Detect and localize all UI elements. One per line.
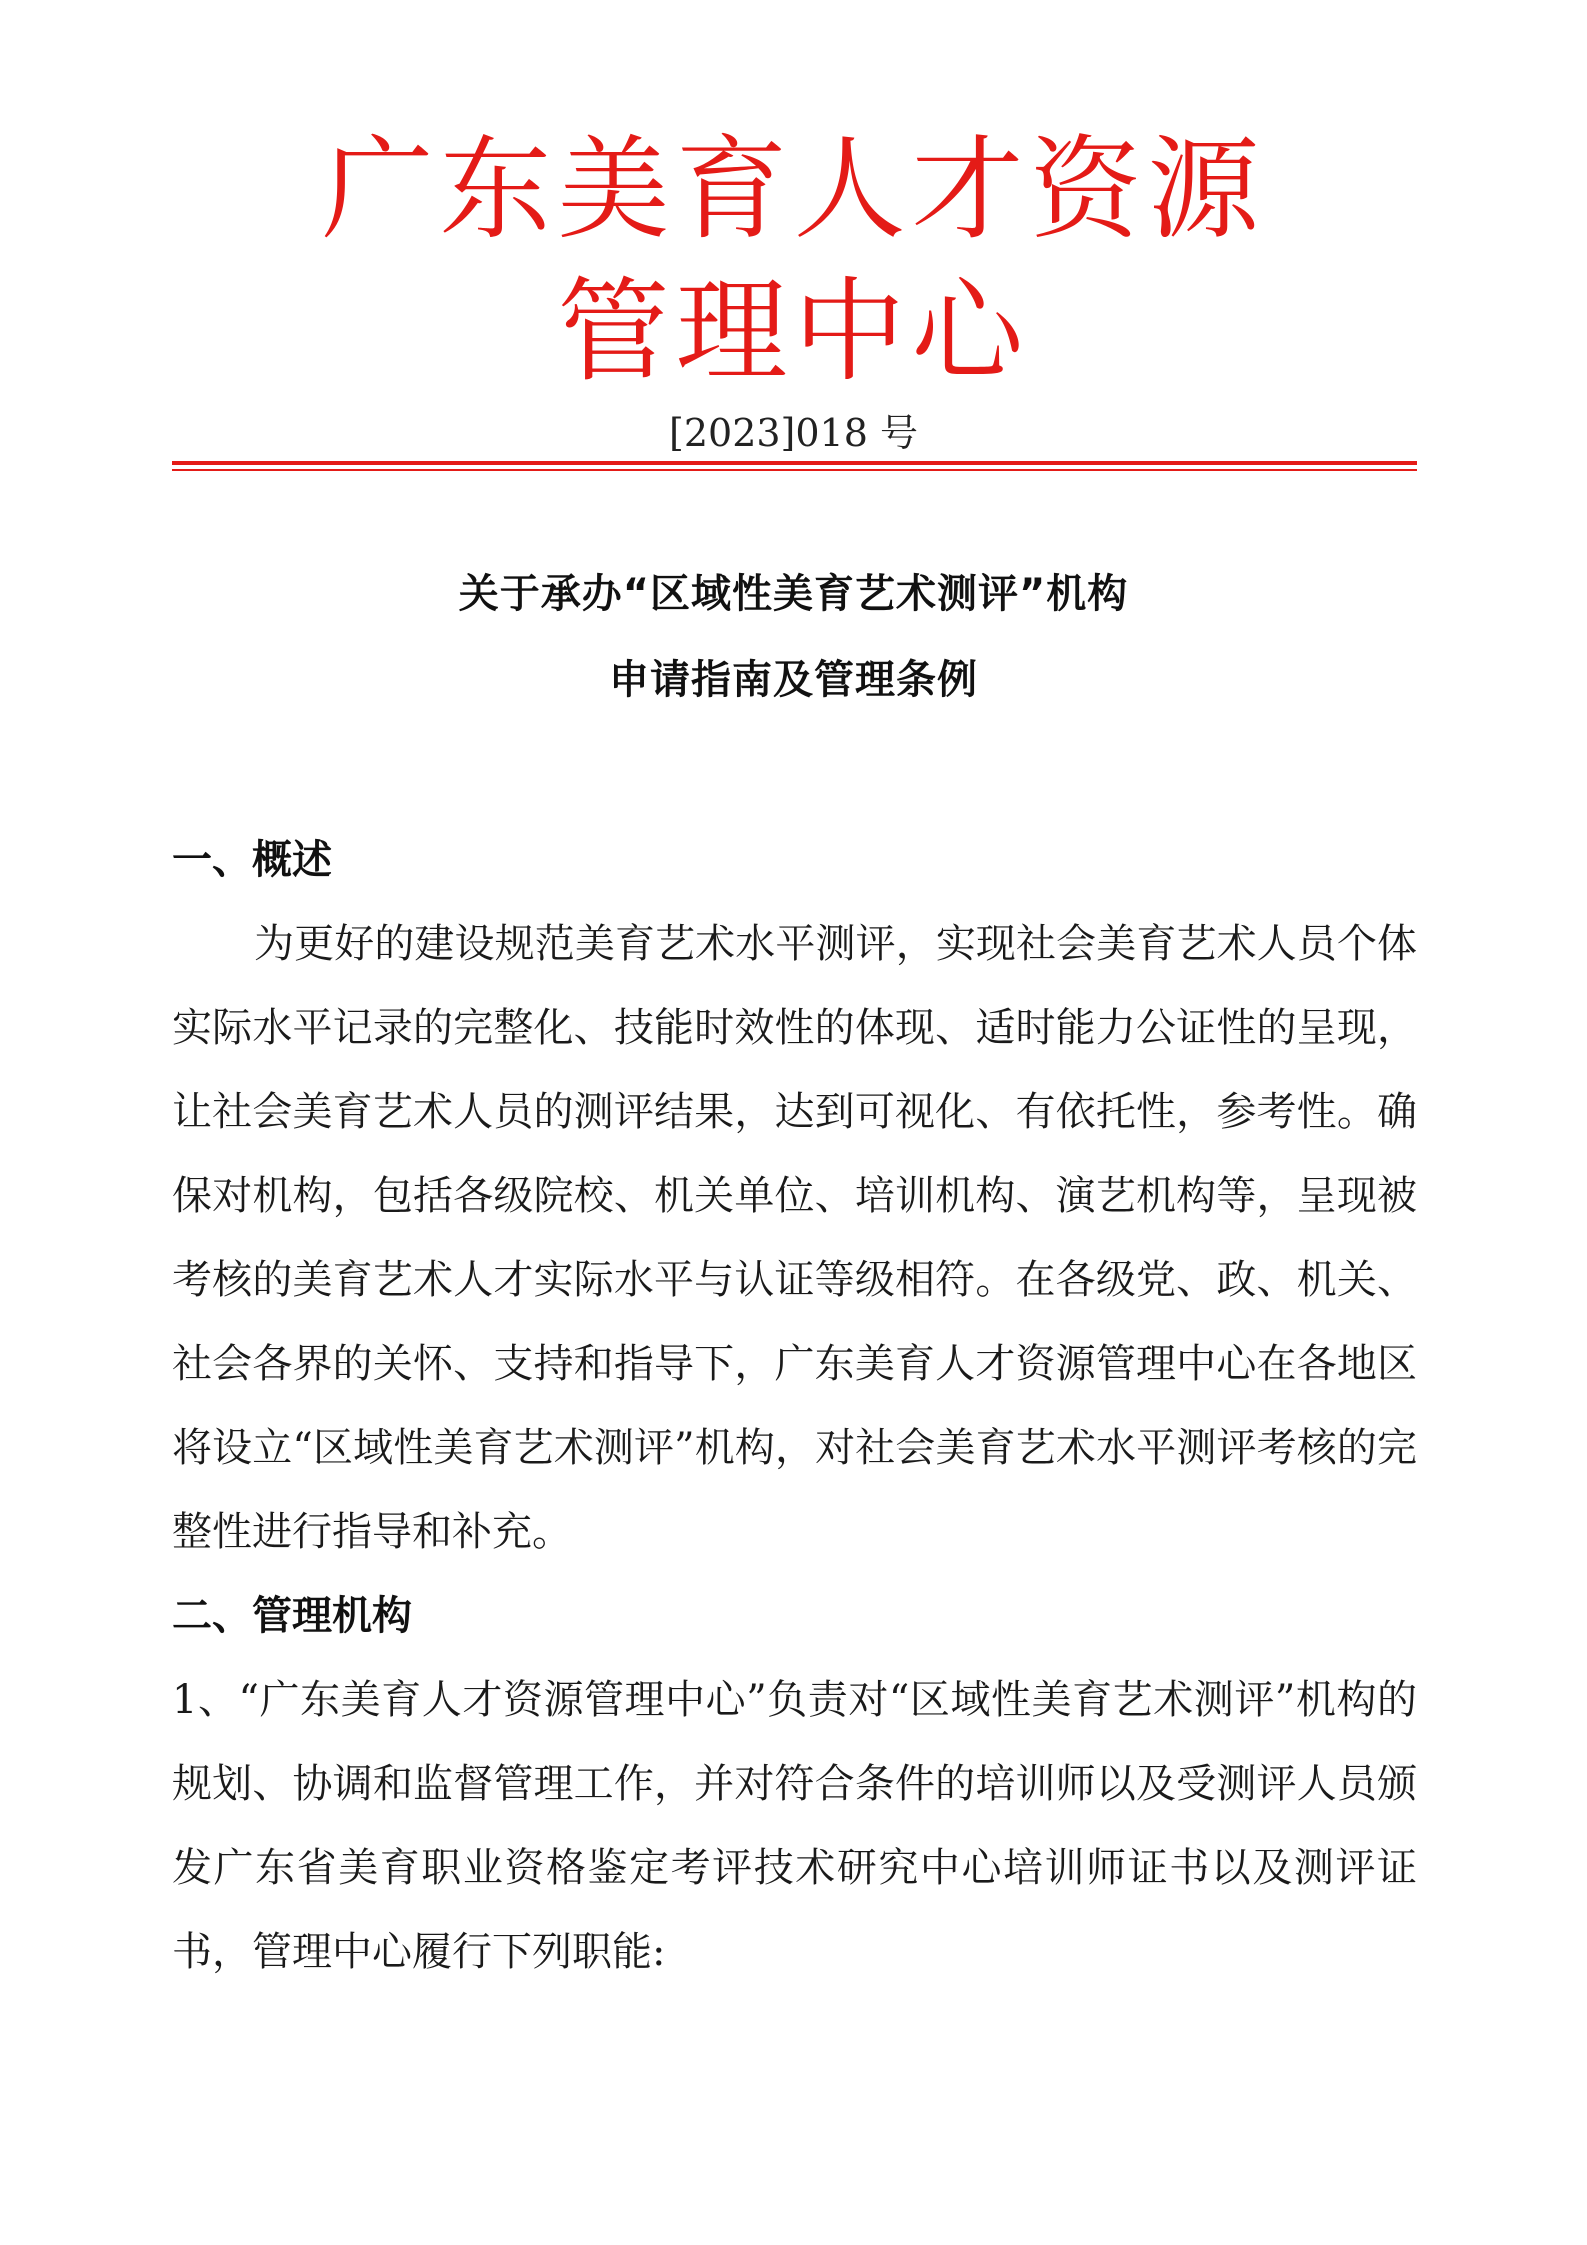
section-heading-overview: 一、概述 bbox=[172, 837, 332, 883]
document-title-line2: 申请指南及管理条例 bbox=[609, 657, 978, 703]
org-name-line2: 管理中心 bbox=[557, 267, 1030, 397]
section-heading-management: 二、管理机构 bbox=[172, 1593, 412, 1639]
document-title-line1: 关于承办“区域性美育艺术测评”机构 bbox=[458, 571, 1129, 617]
header-divider-thin bbox=[172, 469, 1417, 471]
section-paragraph-overview: 为更好的建设规范美育艺术水平测评，实现社会美育艺术人员个体实际水平记录的完整化、技能时效性的体现、适时能力公证性的呈现，让社会美育艺术人员的测评结果，达到可视化、有依托性，参考性。确保对机构，包括各级院校、机关单位、培训机构、演艺机构等，呈现被考核的美育艺术人才实际水平与认证等级相符。在各级党、政、机关、社会各界的关怀、支持和指导下，广东美育人才资源管理中心在各地区将设立“区域性美育艺术测评”机构，对社会美育艺术水平测评考核的完整性进行指导和补充。 bbox=[172, 921, 1417, 1555]
org-name-line1: 广东美育人才资源 bbox=[321, 125, 1266, 255]
header-divider-thick bbox=[172, 461, 1417, 465]
section-paragraph-management: 1、“广东美育人才资源管理中心”负责对“区域性美育艺术测评”机构的规划、协调和监督管理工作，并对符合条件的培训师以及受测评人员颁发广东省美育职业资格鉴定考评技术研究中心培训师证书以及测评证书，管理中心履行下列职能: bbox=[172, 1677, 1417, 1975]
document-body bbox=[172, 818, 1417, 1994]
document-number: [2023]018 号 bbox=[669, 411, 918, 455]
